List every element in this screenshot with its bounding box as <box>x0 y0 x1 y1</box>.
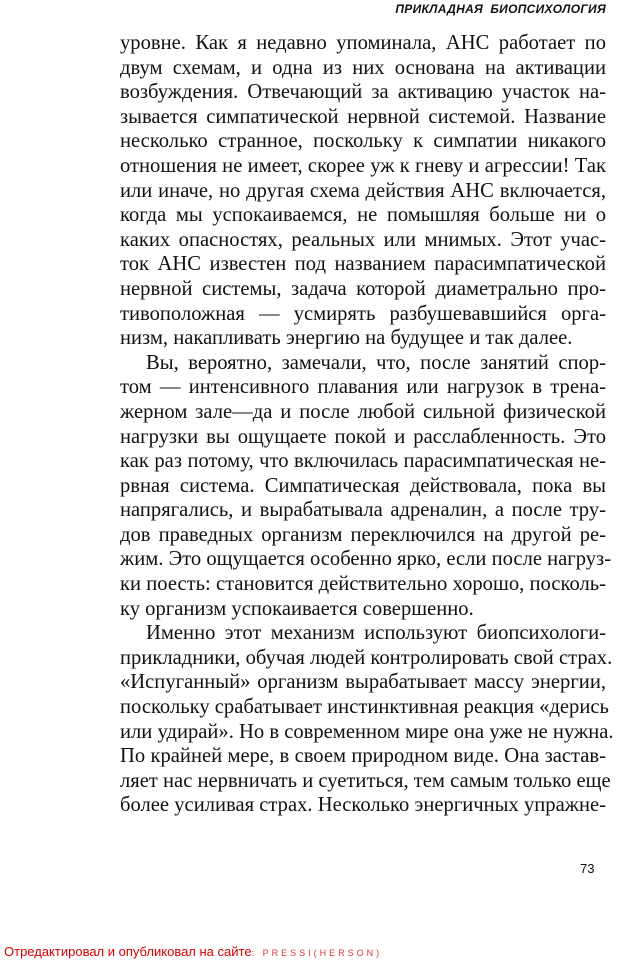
text-line: возбуждения. Отвечающий за активацию участок на- <box>120 81 606 104</box>
text-line: более усиливая страх. Несколько энергичных упражне- <box>120 794 606 817</box>
text-line: тивоположная — усмирять разбушевавшийся орга- <box>120 302 606 325</box>
text-line: том — интенсивного плавания или нагрузок в трена- <box>120 376 606 399</box>
footer-credit-text: Отредактировал и опубликовал на сайте <box>4 944 252 959</box>
text-line: как раз потому, что включилась парасимпатическая не- <box>120 450 606 473</box>
text-line: нервной системы, задача которой диаметрально про- <box>120 277 606 300</box>
text-line: «Испуганный» организм вырабатывает массу энергии, <box>120 671 606 694</box>
text-line: прикладники, обучая людей контролировать свой страх. <box>120 646 613 669</box>
text-line: двум схемам, и одна из них основана на активации <box>120 56 606 79</box>
text-line: Именно этот механизм используют биопсихологи- <box>146 622 606 645</box>
text-line: уровне. Как я недавно упоминала, АНС работает по <box>120 32 606 54</box>
text-line: нагрузки вы ощущаете покой и расслабленность. Это <box>120 425 606 448</box>
text-line: несколько странное, поскольку к симпатии никакого <box>120 130 606 153</box>
text-line: ки поесть: становится действительно хорошо, посколь- <box>120 573 606 596</box>
text-line: низм, накапливать энергию на будущее и так далее. <box>120 327 573 350</box>
text-line: По крайней мере, в своем природном виде. Она застав- <box>120 745 606 768</box>
text-line: отношения не имеет, скорее уж к гневу и агрессии! Так <box>120 154 606 177</box>
text-line: ку организм успокаивается совершенно. <box>120 597 474 620</box>
text-line: или иначе, но другая схема действия АНС включается, <box>120 179 606 202</box>
text-line: Вы, вероятно, замечали, что, после занятий спор- <box>146 351 606 374</box>
text-line: ток АНС известен под названием парасимпатической <box>120 253 606 276</box>
text-line: ляет нас нервничать и суетиться, тем самым только еще <box>120 769 611 792</box>
running-header: ПРИКЛАДНАЯ БИОПСИХОЛОГИЯ <box>395 2 606 16</box>
text-line: зывается симпатической нервной системой. Название <box>120 105 606 128</box>
text-line: дов праведных организм переключился на другой ре- <box>120 523 606 546</box>
page-number: 73 <box>580 861 595 876</box>
footer-site-mark[interactable]: : PRESSI(HERSON) <box>251 948 383 958</box>
text-line: жим. Это ощущается особенно ярко, если после нагруз- <box>120 548 612 571</box>
text-line: жерном зале—да и после любой сильной физической <box>120 400 606 423</box>
text-line: напрягались, и вырабатывала адреналин, а после тру- <box>120 499 606 522</box>
text-line: когда мы успокаиваемся, не помышляя больше ни о <box>120 204 606 227</box>
footer-credit <box>4 944 382 959</box>
text-line: или удирай». Но в современном мире она уже не нужна. <box>120 720 614 743</box>
text-line: каких опасностях, реальных или мнимых. Этот учас- <box>120 228 606 251</box>
text-line: поскольку срабатывает инстинктивная реакция «дерись <box>120 696 609 719</box>
body-text <box>120 31 614 818</box>
text-line: рвная система. Симпатическая действовала, пока вы <box>120 474 606 497</box>
